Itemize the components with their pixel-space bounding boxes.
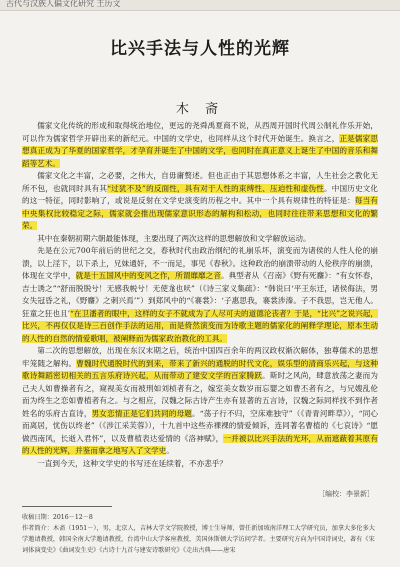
highlighted-text: 男女恋情正是它们共同的母题 xyxy=(91,408,193,418)
highlighted-text: “在卫潘者的眼中，这样的女子不就成为了人尽可夫的道德沦丧者？于是，“比兴”之说兴起，比兴，不再仅仅是诗三百创作手法的运用，而是倚然演变而为诗歌主题的儒家化的阐释学理论，原本生动的人性的自然的情爱歌唱，被阐释而为儒家政治教化的工具。 xyxy=(22,308,378,343)
highlighted-text: 每当有中央集权比较稳定之际，儒家就会推出现儒家意识形态的解构和松动，也同时往往带来思想和文化的繁荣。 xyxy=(22,196,379,230)
body-paragraph xyxy=(22,458,378,471)
paragraph-text: 一直到今天，这种文学史的书写还在延续着，不亦悲乎？ xyxy=(37,458,228,468)
highlighted-text: 就是十五国风中的变风之作，所谓靡靡之音 xyxy=(75,271,221,280)
paragraph-text: 。典型者从《召南》《野有死麕》：“有女怀春，吉士诱之”“舒而脱脱兮！无感我帨兮！无使尨也吠”（《诗三家义集疏》：“韩说曰‘平王东迁，诸侯侮法，男女失冠昏之礼，《野麕》之刺兴焉’”）到郑风中的“《褰裳》：‘子惠思我，褰裳涉溱。子不我思，岂无他人。狂童之狂也且’ xyxy=(22,271,379,318)
paragraph-text: 先是在公元700年前后的世纪之交，春秋时代由政治纲纪的礼崩乐坏，演变而为诸侯的人性人伦的崩溃，以上淫下，以下杀上，兄妹通奸，不一而足，事见《春秋》。这种政治的崩溃带动的人伦秩序的崩溃，体现在文学中， xyxy=(22,246,378,280)
article-author: 木 斋 xyxy=(175,102,225,117)
article-body xyxy=(22,120,378,470)
body-paragraph xyxy=(22,170,378,233)
paragraph-text: 儒家文化传统的形成和取得统治地位，更远的尧舜禹夏商不说，从西周开国时代周公制礼作乐开始，可以作为儒家哲学开辟出来的新纪元。中国的文学史，也同样从这个时代开始诞生。换言之， xyxy=(22,121,378,143)
paragraph-text: 。 xyxy=(166,446,174,455)
author-bio: 作者简介：木斋（1951－），男，北京人，吉林大学文学院教授，博士生导师，曾任新加坡南洋理工大学研究员，加拿大多伦多大学邀请教授，韩国全南大学邀请教授，台湾中山大学客座教授，美国休斯顿大学访问学者。主要研究方向为中国诗词史，著有《宋词体演变史》《曲词发生史》《古诗十九首与建安诗歌研究》《走出古典——唐宋 xyxy=(22,525,375,554)
body-paragraph xyxy=(22,233,378,246)
highlighted-text: “过犹不及”的反面性，具有对于人性的束缚性、压迫性和虚伪性 xyxy=(107,183,324,193)
paragraph-text: 其中在秦朝初期六朝最能体现，主要出现了两次这样的思想解放和文学解放运动。 xyxy=(37,233,311,243)
body-paragraph xyxy=(22,345,378,458)
body-paragraph xyxy=(22,120,378,170)
editor-note: ［编校：李景新］ xyxy=(318,490,374,498)
highlighted-text: 正是儒家思想真正成为了华夏的国家哲学，才孕育并诞生了中国的文学，也同时在真正意义上诞生了中国的音乐和舞蹈等艺术。 xyxy=(22,133,379,168)
article-metadata xyxy=(22,512,378,556)
paragraph-text: 儒家文化之丰富，之必要，之伟大，自毋庸赘述。但也正由于其思想体系之丰富，人生社会之教化无所不包，也就同时具有其 xyxy=(22,171,378,193)
paragraph-text: 第二次的思想解放，出现在东汉末期之后，统治中国四百余年的两汉政权渐次解体，独尊儒术的思想牢笼随之解构。 xyxy=(22,346,378,368)
paragraph-text: 。斯时之风尚，肆意放荡之妻而为己夫人如曹操者有之，窥视美女而被刑如刘桢者有之，嫁室美女数岁而忘婴之如曹丕者有之，与兄嫂乱伦而为终生之恋如曹植者有之。与之相应，汉魏之际古诗产生亦有显著的五言诗，汉魏之际同样找不到作者姓名的乐府古直诗， xyxy=(22,371,379,418)
footnote-divider xyxy=(22,506,112,507)
running-header-text: 古代与汉族人偏文化研究 王历文 xyxy=(6,0,121,8)
paragraph-text: 。中国历史文化的这一特征，同时影响了，或说是反射在文学史演变的历程之中。其中一个具有规律性的特征是： xyxy=(22,183,379,205)
article-title: 比兴手法与人性的光辉 xyxy=(110,39,290,59)
running-header xyxy=(0,0,400,11)
body-paragraph xyxy=(22,245,378,345)
paragraph-text: 。“荡子行不归，空床难独守”（《青青河畔草》），“同心而离居，忧伤以终老”（《涉江采芙蓉》），十九首中这些赤裸裸的情爱倾诉，连同著名曹植的《七哀诗》“愿做西南风，长逝入君怀”，以及曹植表达爱情的《洛神赋》， xyxy=(22,408,379,443)
highlighted-text: 曹魏时代通脱时代的到来，带来了新兴的通脱的时代文化，娱乐型的清商乐兴起，与这种歌诗舞蹈密切相关的五言乐府诗兴起，从而带动了建安文学的百家腾跃 xyxy=(22,358,379,380)
highlighted-text: 一并被以比兴手法的光环，从而遮蔽着其原有的人性的光辉，并鉴而拿之地写入了文学史 xyxy=(22,433,378,455)
received-date: 收稿日期：2016－12－8 xyxy=(22,514,93,521)
